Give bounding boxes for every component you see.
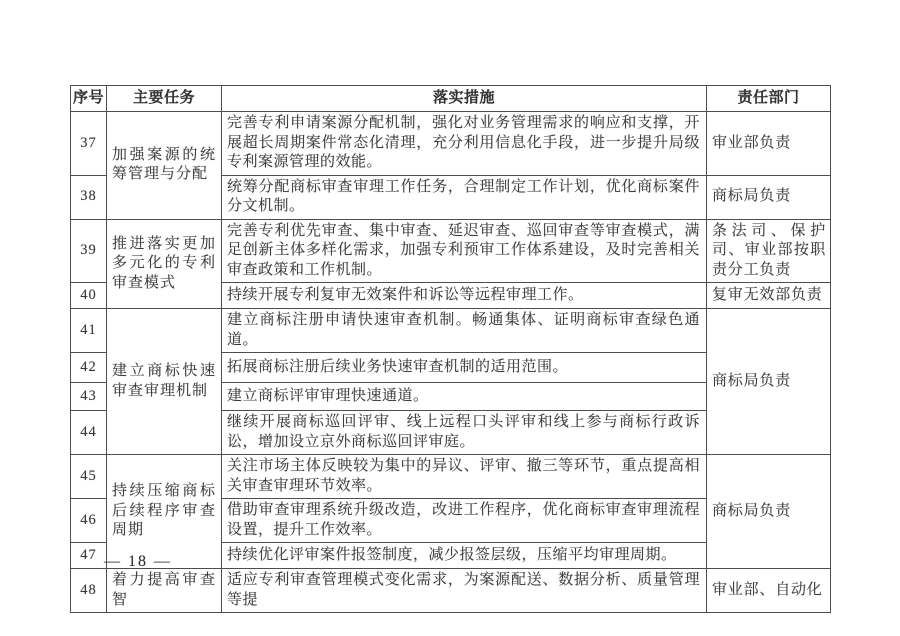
- task-cell: 建立商标快速审查审理机制: [107, 309, 222, 455]
- row-number: 44: [71, 411, 107, 455]
- table-row: [71, 112, 831, 176]
- table-header-row: [71, 86, 831, 112]
- table-row: [71, 309, 831, 353]
- row-number: 39: [71, 219, 107, 283]
- measure-cell: 借助审查审理系统升级改造，改进工作程序，优化商标审查审理流程设置，提升工作效率。: [222, 499, 707, 543]
- col-header-task: 主要任务: [107, 86, 222, 112]
- row-number: 40: [71, 283, 107, 309]
- task-cell: 加强案源的统筹管理与分配: [107, 112, 222, 220]
- row-number: 37: [71, 112, 107, 176]
- measure-cell: 关注市场主体反映较为集中的异议、评审、撤三等环节，重点提高相关审查审理环节效率。: [222, 455, 707, 499]
- col-header-no: 序号: [71, 86, 107, 112]
- col-header-measure: 落实措施: [222, 86, 707, 112]
- row-number: 48: [71, 569, 107, 613]
- measure-cell: 统筹分配商标审查审理工作任务，合理制定工作计划，优化商标案件分文机制。: [222, 175, 707, 219]
- dept-cell: 审业部、自动化: [707, 569, 831, 613]
- row-number: 46: [71, 499, 107, 543]
- task-cell: 持续压缩商标后续程序审查周期: [107, 455, 222, 569]
- table-row: [71, 219, 831, 283]
- table-row: [71, 569, 831, 613]
- measure-cell: 完善专利优先审查、集中审查、延迟审查、巡回审查等审查模式，满足创新主体多样化需求，加强专利预审工作体系建设，及时完善相关审查政策和工作机制。: [222, 219, 707, 283]
- row-number: 47: [71, 543, 107, 569]
- row-number: 41: [71, 309, 107, 353]
- col-header-dept: 责任部门: [707, 86, 831, 112]
- row-number: 38: [71, 175, 107, 219]
- page-number: — 18 —: [104, 553, 172, 570]
- row-number: 42: [71, 353, 107, 383]
- dept-cell: 条法司、保护司、审业部按职责分工负责: [707, 219, 831, 283]
- task-cell: 着力提高审查智: [107, 569, 222, 613]
- measure-cell: 适应专利审查管理模式变化需求，为案源配送、数据分析、质量管理等提: [222, 569, 707, 613]
- dept-cell: 审业部负责: [707, 112, 831, 176]
- tasks-table: [70, 85, 831, 613]
- measure-cell: 建立商标注册申请快速审查机制。畅通集体、证明商标审查绿色通道。: [222, 309, 707, 353]
- dept-cell: 商标局负责: [707, 309, 831, 455]
- task-cell: 推进落实更加多元化的专利审查模式: [107, 219, 222, 309]
- dept-cell: 商标局负责: [707, 175, 831, 219]
- measure-cell: 完善专利申请案源分配机制，强化对业务管理需求的响应和支撑，开展超长周期案件常态化清理，充分利用信息化手段，进一步提升局级专利案源管理的效能。: [222, 112, 707, 176]
- row-number: 43: [71, 383, 107, 411]
- measure-cell: 拓展商标注册后续业务快速审查机制的适用范围。: [222, 353, 707, 383]
- row-number: 45: [71, 455, 107, 499]
- measure-cell: 建立商标评审审理快速通道。: [222, 383, 707, 411]
- measure-cell: 持续开展专利复审无效案件和诉讼等远程审理工作。: [222, 283, 707, 309]
- dept-cell: 复审无效部负责: [707, 283, 831, 309]
- dept-cell: 商标局负责: [707, 455, 831, 569]
- measure-cell: 持续优化评审案件报签制度，减少报签层级，压缩平均审理周期。: [222, 543, 707, 569]
- table-row: [71, 455, 831, 499]
- measure-cell: 继续开展商标巡回评审、线上远程口头评审和线上参与商标行政诉讼，增加设立京外商标巡回评审庭。: [222, 411, 707, 455]
